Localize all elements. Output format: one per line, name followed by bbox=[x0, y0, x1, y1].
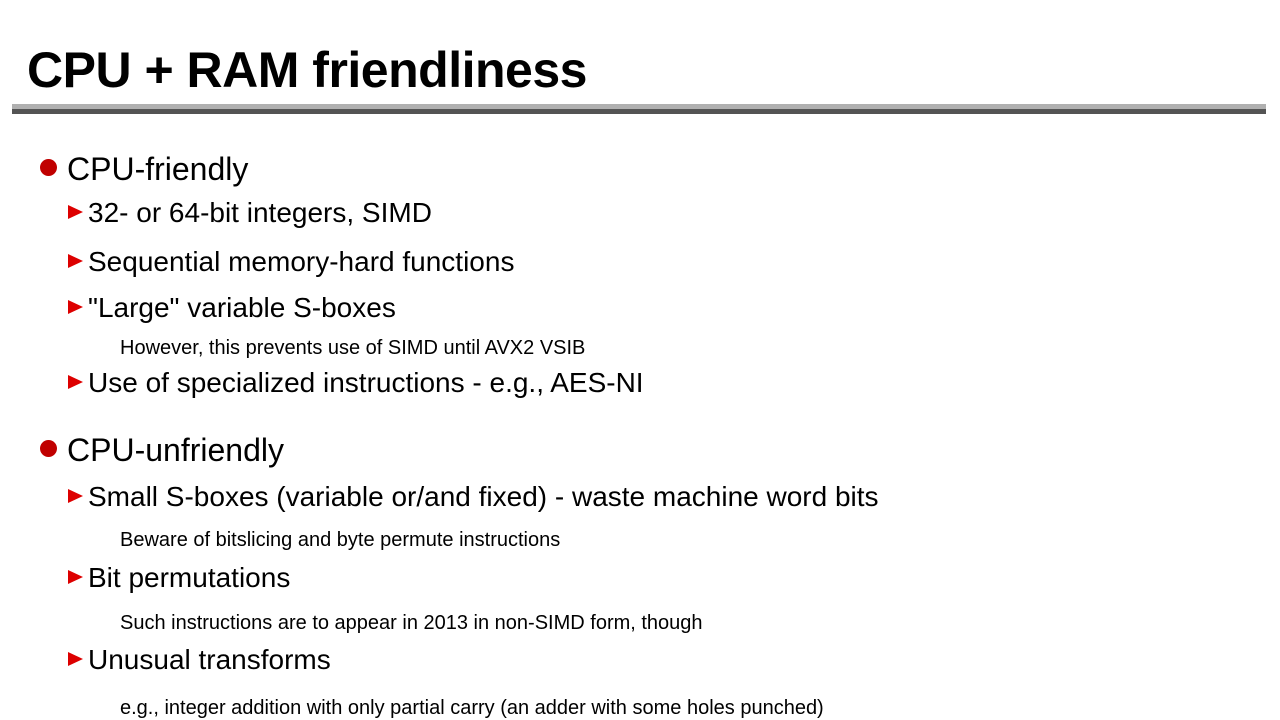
note-partial-carry bbox=[120, 698, 824, 718]
triangle-bullet-icon bbox=[68, 489, 83, 503]
bullet-item-label: "Large" variable S-boxes bbox=[88, 292, 396, 323]
slide-title: CPU + RAM friendliness bbox=[27, 42, 587, 98]
bullet-item-label: Bit permutations bbox=[88, 562, 291, 593]
note-simd-avx2-vsib bbox=[120, 338, 585, 358]
bullet-item-cpu-unfriendly bbox=[40, 434, 284, 466]
note-2013-non-simd bbox=[120, 613, 703, 633]
triangle-bullet-icon bbox=[68, 254, 83, 268]
note-bitslicing bbox=[120, 530, 560, 550]
note-label: Beware of bitslicing and byte permute instructions bbox=[120, 529, 561, 551]
bullet-item-integers-simd bbox=[68, 199, 432, 227]
triangle-bullet-icon bbox=[68, 652, 83, 666]
triangle-bullet-icon bbox=[68, 375, 83, 389]
bullet-item-memory-hard bbox=[68, 248, 514, 276]
bullet-item-label: CPU-unfriendly bbox=[67, 432, 284, 468]
circle-bullet-icon bbox=[40, 159, 57, 176]
bullet-item-specialized-instructions bbox=[68, 369, 644, 397]
bullet-item-label: CPU-friendly bbox=[67, 151, 249, 187]
bullet-item-cpu-friendly bbox=[40, 153, 248, 185]
bullet-item-label: Small S-boxes (variable or/and fixed) - waste machine word bits bbox=[88, 481, 879, 512]
bullet-item-bit-permutations bbox=[68, 564, 290, 592]
bullet-item-small-sboxes bbox=[68, 483, 879, 511]
bullet-item-large-sboxes bbox=[68, 294, 396, 322]
note-label: However, this prevents use of SIMD until AVX2 VSIB bbox=[120, 337, 586, 359]
note-label: Such instructions are to appear in 2013 in non-SIMD form, though bbox=[120, 612, 703, 634]
bullet-item-unusual-transforms bbox=[68, 646, 331, 674]
circle-bullet-icon bbox=[40, 440, 57, 457]
title-rule-divider bbox=[12, 104, 1266, 114]
triangle-bullet-icon bbox=[68, 300, 83, 314]
triangle-bullet-icon bbox=[68, 570, 83, 584]
bullet-item-label: Unusual transforms bbox=[88, 644, 331, 675]
bullet-item-label: Sequential memory-hard functions bbox=[88, 246, 515, 277]
note-label: e.g., integer addition with only partial carry (an adder with some holes punched) bbox=[120, 697, 824, 719]
bullet-item-label: 32- or 64-bit integers, SIMD bbox=[88, 197, 432, 228]
triangle-bullet-icon bbox=[68, 205, 83, 219]
bullet-item-label: Use of specialized instructions - e.g., AES-NI bbox=[88, 367, 644, 398]
